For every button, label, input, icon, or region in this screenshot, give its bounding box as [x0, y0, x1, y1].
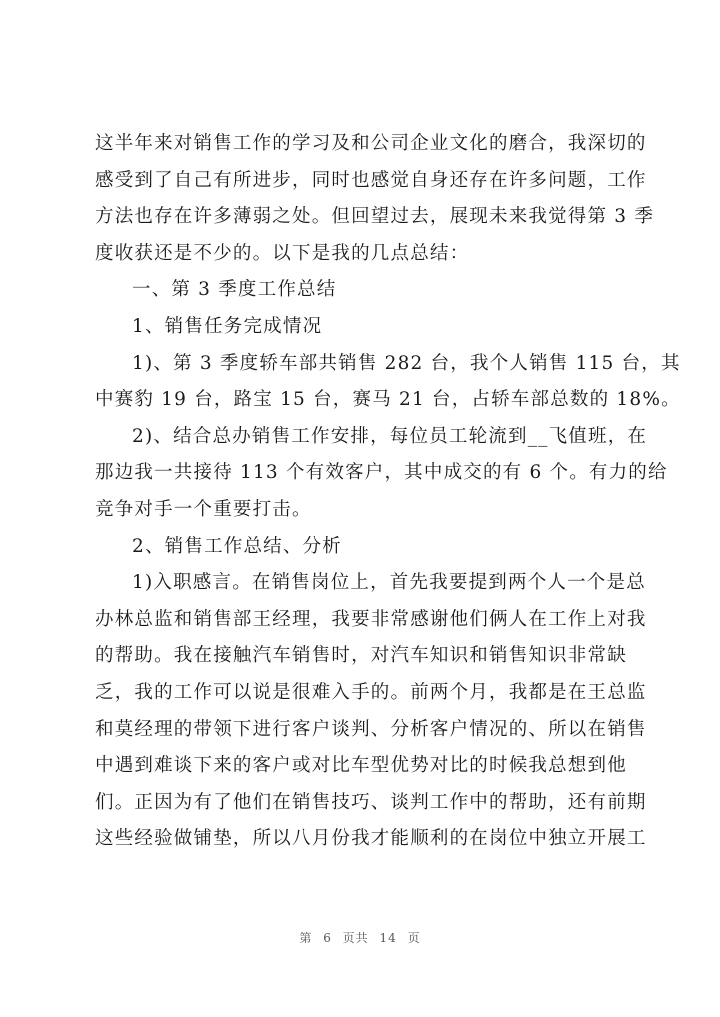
document-body	[95, 126, 681, 858]
text-line: 们。正因为有了他们在销售技巧、谈判工作中的帮助，还有前期	[95, 791, 647, 813]
subsection-heading: 1、销售任务完成情况	[132, 315, 323, 337]
text-line: 的帮助。我在接触汽车销售时，对汽车知识和销售知识非常缺	[95, 645, 627, 667]
subsection-heading: 2、销售工作总结、分析	[132, 535, 342, 557]
text-line: 1)、第 3 季度轿车部共销售 282 台，我个人销售 115 台，其	[132, 352, 681, 374]
text-line: 竞争对手一个重要打击。	[95, 498, 312, 520]
section-heading: 一、第 3 季度工作总结	[132, 279, 337, 301]
text-line: 方法也存在许多薄弱之处。但回望过去，展现未来我觉得第 3 季	[95, 206, 655, 228]
text-line: 这些经验做铺垫，所以八月份我才能顺利的在岗位中独立开展工	[95, 828, 647, 850]
text-line: 那边我一共接待 113 个有效客户，其中成交的有 6 个。有力的给	[95, 462, 668, 484]
text-line: 2)、结合总办销售工作安排，每位员工轮流到__飞值班，在	[132, 425, 648, 447]
text-line: 办林总监和销售部王经理，我要非常感谢他们俩人在工作上对我	[95, 608, 647, 630]
text-line: 乏，我的工作可以说是很难入手的。前两个月，我都是在王总监	[95, 681, 647, 703]
text-line: 中遇到难谈下来的客户或对比车型优势对比的时候我总想到他	[95, 755, 627, 777]
text-line: 中赛豹 19 台，路宝 15 台，赛马 21 台，占轿车部总数的 18%。	[95, 389, 681, 411]
page-footer: 第 6 页共 14 页	[299, 931, 421, 945]
text-line: 感受到了自己有所进步，同时也感觉自身还存在许多问题，工作	[95, 169, 647, 191]
text-line: 和莫经理的带领下进行客户谈判、分析客户情况的、所以在销售	[95, 718, 647, 740]
text-line: 1)入职感言。在销售岗位上，首先我要提到两个人一个是总	[132, 572, 646, 594]
text-line: 这半年来对销售工作的学习及和公司企业文化的磨合，我深切的	[95, 133, 647, 154]
text-line: 度收获还是不少的。以下是我的几点总结：	[95, 242, 470, 264]
